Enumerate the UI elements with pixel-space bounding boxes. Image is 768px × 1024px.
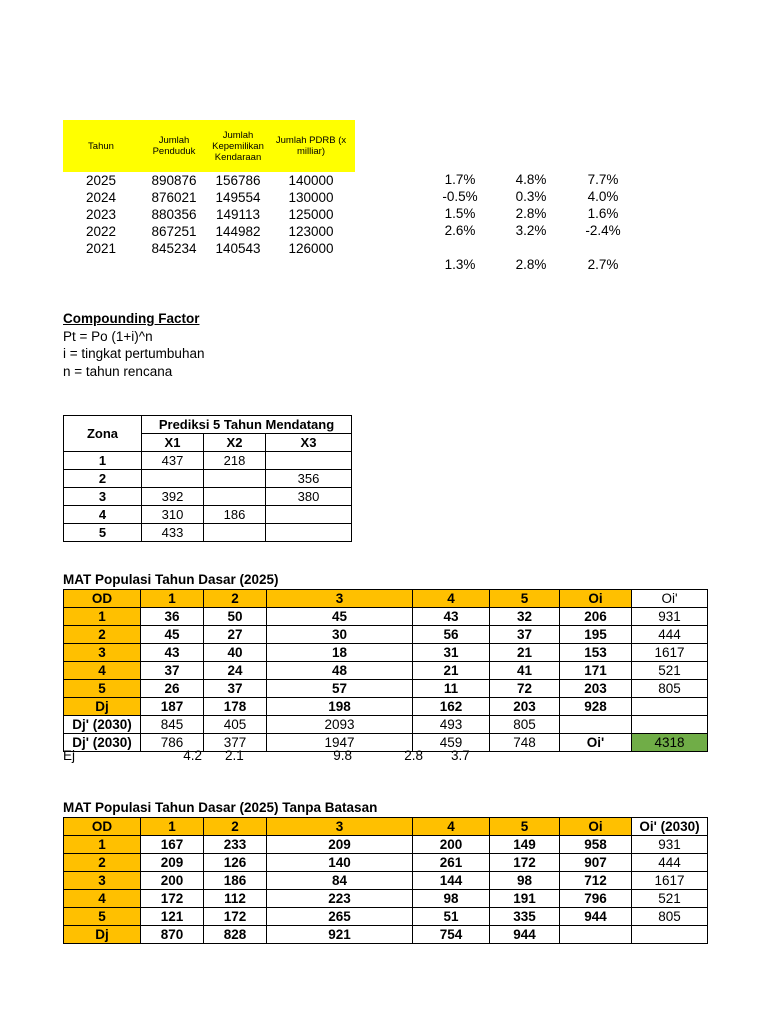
cell: 223 [267, 890, 413, 908]
header-cell: Oi' (2030) [632, 818, 708, 836]
cell: 156786 [215, 172, 261, 188]
header-cell: 3 [267, 590, 413, 608]
cell: 4 [64, 506, 142, 524]
cell: 186 [204, 872, 267, 890]
mat1-table [63, 589, 708, 752]
table-row [64, 506, 352, 524]
header-cell: OD [64, 590, 141, 608]
header-cell: 5 [490, 590, 560, 608]
cell: 41 [490, 662, 560, 680]
cell: 153 [560, 644, 632, 662]
cell [560, 716, 632, 734]
cell: 921 [267, 926, 413, 944]
cell: 140 [267, 854, 413, 872]
total-cell: 4318 [632, 734, 708, 752]
formula-line: n = tahun rencana [63, 364, 173, 379]
cell: 880356 [151, 206, 197, 222]
cell: 3.2% [515, 222, 547, 238]
cell: 2.6% [444, 222, 476, 238]
cell: Dj' (2030) [64, 716, 141, 734]
cell: -2.4% [585, 222, 621, 238]
cell: 377 [204, 734, 267, 752]
cell: 149113 [215, 206, 261, 222]
cell: 4 [64, 890, 141, 908]
header-cell: 2 [204, 818, 267, 836]
table-row [64, 626, 708, 644]
cell: 2 [64, 470, 142, 488]
cell: 178 [204, 698, 267, 716]
header-cell: 3 [267, 818, 413, 836]
cell: 2 [64, 854, 141, 872]
cell: 828 [204, 926, 267, 944]
header-cell: 2 [204, 590, 267, 608]
cell: 200 [413, 836, 490, 854]
cell: 459 [413, 734, 490, 752]
cell: 1.5% [444, 205, 476, 221]
col-header: X1 [142, 434, 204, 452]
cell: 867251 [151, 223, 197, 239]
rate-row [420, 205, 644, 222]
cell: 84 [267, 872, 413, 890]
growth-row [63, 240, 355, 257]
cell: 805 [632, 908, 708, 926]
cell: 37 [141, 662, 204, 680]
cell: 21 [490, 644, 560, 662]
cell: 521 [632, 662, 708, 680]
cell: 870 [141, 926, 204, 944]
header-cell: 4 [413, 818, 490, 836]
cell: 149 [490, 836, 560, 854]
cell [266, 452, 352, 470]
cell: 712 [560, 872, 632, 890]
cell: 50 [204, 608, 267, 626]
cell: 21 [413, 662, 490, 680]
header-cell: OD [64, 818, 141, 836]
cell: 805 [632, 680, 708, 698]
cell: 845234 [151, 240, 197, 256]
cell: 48 [267, 662, 413, 680]
growth-table [63, 120, 355, 257]
cell: Oi' [560, 734, 632, 752]
cell: 125000 [288, 206, 334, 222]
cell: 5 [64, 524, 142, 542]
cell: 931 [632, 836, 708, 854]
growth-row [63, 206, 355, 223]
cell: 121 [141, 908, 204, 926]
cell: 198 [267, 698, 413, 716]
cell: 2023 [85, 206, 117, 222]
cell: 1 [64, 836, 141, 854]
cell: 45 [267, 608, 413, 626]
cell: 4 [64, 662, 141, 680]
cell: 126 [204, 854, 267, 872]
table-row [64, 452, 352, 470]
header-penduduk: Jumlah Penduduk [152, 135, 196, 157]
cell: 805 [490, 716, 560, 734]
ej-value: 2.8 [404, 748, 423, 763]
cell: 130000 [288, 189, 334, 205]
rate-row [420, 171, 644, 188]
growth-row [63, 172, 355, 189]
cell: 191 [490, 890, 560, 908]
header-cell: Oi [560, 818, 632, 836]
cell: 186 [204, 506, 266, 524]
cell: 203 [560, 680, 632, 698]
cell: 56 [413, 626, 490, 644]
cell: 140000 [288, 172, 334, 188]
cell: 0.3% [515, 188, 547, 204]
mat2-table [63, 817, 708, 944]
table-row [64, 488, 352, 506]
cell: 1617 [632, 872, 708, 890]
cell: 195 [560, 626, 632, 644]
cell: 171 [560, 662, 632, 680]
cell: 172 [141, 890, 204, 908]
cell: 200 [141, 872, 204, 890]
cell: 958 [560, 836, 632, 854]
cell: 2022 [85, 223, 117, 239]
table-row [64, 644, 708, 662]
table-row [64, 524, 352, 542]
cell: 796 [560, 890, 632, 908]
cell: 265 [267, 908, 413, 926]
table-row [64, 608, 708, 626]
cell: 45 [141, 626, 204, 644]
cell: 931 [632, 608, 708, 626]
cell: 928 [560, 698, 632, 716]
cell: 11 [413, 680, 490, 698]
cell: 845 [141, 716, 204, 734]
ej-value: 2.1 [225, 748, 244, 763]
cell: 1.3% [444, 256, 476, 272]
ej-label: Ej [63, 748, 76, 763]
cell: 1.6% [587, 205, 619, 221]
cell: 1 [64, 608, 141, 626]
compounding-title: Compounding Factor [63, 311, 200, 326]
cell: 2.8% [515, 205, 547, 221]
cell: 36 [141, 608, 204, 626]
mat1-title: MAT Populasi Tahun Dasar (2025) [63, 572, 279, 587]
cell: 356 [266, 470, 352, 488]
cell: 380 [266, 488, 352, 506]
cell: 43 [141, 644, 204, 662]
growth-row [63, 189, 355, 206]
header-cell: Oi' [632, 590, 708, 608]
cell: 2.7% [587, 256, 619, 272]
cell: 5 [64, 908, 141, 926]
avg-rate-row [420, 256, 644, 273]
cell: 3 [64, 872, 141, 890]
cell: 218 [204, 452, 266, 470]
cell: 144982 [215, 223, 261, 239]
cell: 2093 [267, 716, 413, 734]
cell: 172 [490, 854, 560, 872]
cell: 944 [560, 908, 632, 926]
cell: 493 [413, 716, 490, 734]
cell: 233 [204, 836, 267, 854]
rate-row [420, 222, 644, 239]
cell: 57 [267, 680, 413, 698]
cell: 27 [204, 626, 267, 644]
header-cell: 4 [413, 590, 490, 608]
cell: 944 [490, 926, 560, 944]
rate-spacer-row [420, 239, 644, 256]
cell: 261 [413, 854, 490, 872]
cell: 876021 [151, 189, 197, 205]
cell [632, 716, 708, 734]
cell: 172 [204, 908, 267, 926]
table-row [64, 836, 708, 854]
cell: 187 [141, 698, 204, 716]
cell: 444 [632, 854, 708, 872]
cell: 209 [141, 854, 204, 872]
table-row [64, 908, 708, 926]
growth-header-row [63, 120, 355, 172]
cell: 3 [64, 488, 142, 506]
cell [560, 926, 632, 944]
header-pdrb: Jumlah PDRB (x milliar) [275, 135, 347, 157]
cell: 907 [560, 854, 632, 872]
cell: 24 [204, 662, 267, 680]
cell: 2 [64, 626, 141, 644]
cell [266, 506, 352, 524]
dj-row [64, 926, 708, 944]
cell: 126000 [288, 240, 334, 256]
cell: 209 [267, 836, 413, 854]
ej-value: 4.2 [183, 748, 202, 763]
cell: 5 [64, 680, 141, 698]
table-row [64, 470, 352, 488]
prediksi-table [63, 415, 352, 542]
formula-line: i = tingkat pertumbuhan [63, 346, 205, 361]
cell: Dj [64, 698, 141, 716]
cell [142, 470, 204, 488]
cell: 2025 [85, 172, 117, 188]
dj-row [64, 698, 708, 716]
zona-header: Zona [64, 416, 142, 452]
cell: 43 [413, 608, 490, 626]
table-row [64, 680, 708, 698]
cell [204, 488, 266, 506]
cell: 392 [142, 488, 204, 506]
header-cell: Oi [560, 590, 632, 608]
cell: -0.5% [442, 188, 478, 204]
cell: 140543 [215, 240, 261, 256]
header-cell: 1 [141, 818, 204, 836]
table-row [64, 872, 708, 890]
cell: 1 [64, 452, 142, 470]
mat1-header-row [64, 590, 708, 608]
growth-row [63, 223, 355, 240]
cell: 1.7% [444, 171, 476, 187]
cell: 1617 [632, 644, 708, 662]
header-cell: 1 [141, 590, 204, 608]
header-cell: 5 [490, 818, 560, 836]
col-header: X3 [266, 434, 352, 452]
formula-line: Pt = Po (1+i)^n [63, 329, 153, 344]
cell: 405 [204, 716, 267, 734]
cell: 310 [142, 506, 204, 524]
cell: 4.0% [587, 188, 619, 204]
cell: 112 [204, 890, 267, 908]
cell: 167 [141, 836, 204, 854]
cell: 123000 [288, 223, 334, 239]
cell: 444 [632, 626, 708, 644]
cell: 26 [141, 680, 204, 698]
cell: 18 [267, 644, 413, 662]
table-row [64, 854, 708, 872]
cell: 37 [490, 626, 560, 644]
cell: 2021 [85, 240, 117, 256]
cell: 521 [632, 890, 708, 908]
cell: 4.8% [515, 171, 547, 187]
cell: 335 [490, 908, 560, 926]
prediksi-title: Prediksi 5 Tahun Mendatang [142, 416, 352, 434]
cell: 203 [490, 698, 560, 716]
cell: 2024 [85, 189, 117, 205]
cell: 786 [141, 734, 204, 752]
cell: 754 [413, 926, 490, 944]
header-kendaraan: Jumlah Kepemilikan Kendaraan [212, 129, 264, 163]
cell: 98 [490, 872, 560, 890]
cell: 144 [413, 872, 490, 890]
cell: 162 [413, 698, 490, 716]
mat2-header-row [64, 818, 708, 836]
cell: 206 [560, 608, 632, 626]
cell [266, 524, 352, 542]
cell: 748 [490, 734, 560, 752]
table-row [64, 890, 708, 908]
cell: 437 [142, 452, 204, 470]
cell: 2.8% [515, 256, 547, 272]
cell: 1947 [267, 734, 413, 752]
growth-rates [420, 171, 644, 273]
cell: 7.7% [587, 171, 619, 187]
cell: 433 [142, 524, 204, 542]
rate-row [420, 188, 644, 205]
cell: 890876 [151, 172, 197, 188]
cell: Dj' (2030) [64, 734, 141, 752]
ej-value: 3.7 [451, 748, 470, 763]
cell [204, 524, 266, 542]
cell: Dj [64, 926, 141, 944]
cell [632, 926, 708, 944]
cell: 3 [64, 644, 141, 662]
col-header: X2 [204, 434, 266, 452]
cell [204, 470, 266, 488]
cell: 72 [490, 680, 560, 698]
prediksi-header-row [64, 416, 352, 434]
dj-prime-row [64, 716, 708, 734]
ej-value: 9.8 [333, 748, 352, 763]
cell: 37 [204, 680, 267, 698]
cell: 149554 [215, 189, 261, 205]
header-tahun: Tahun [88, 140, 114, 152]
cell: 98 [413, 890, 490, 908]
cell: 30 [267, 626, 413, 644]
cell [632, 698, 708, 716]
cell: 51 [413, 908, 490, 926]
cell: 31 [413, 644, 490, 662]
mat2-title: MAT Populasi Tahun Dasar (2025) Tanpa Batasan [63, 800, 378, 815]
table-row [64, 662, 708, 680]
cell: 32 [490, 608, 560, 626]
cell: 40 [204, 644, 267, 662]
